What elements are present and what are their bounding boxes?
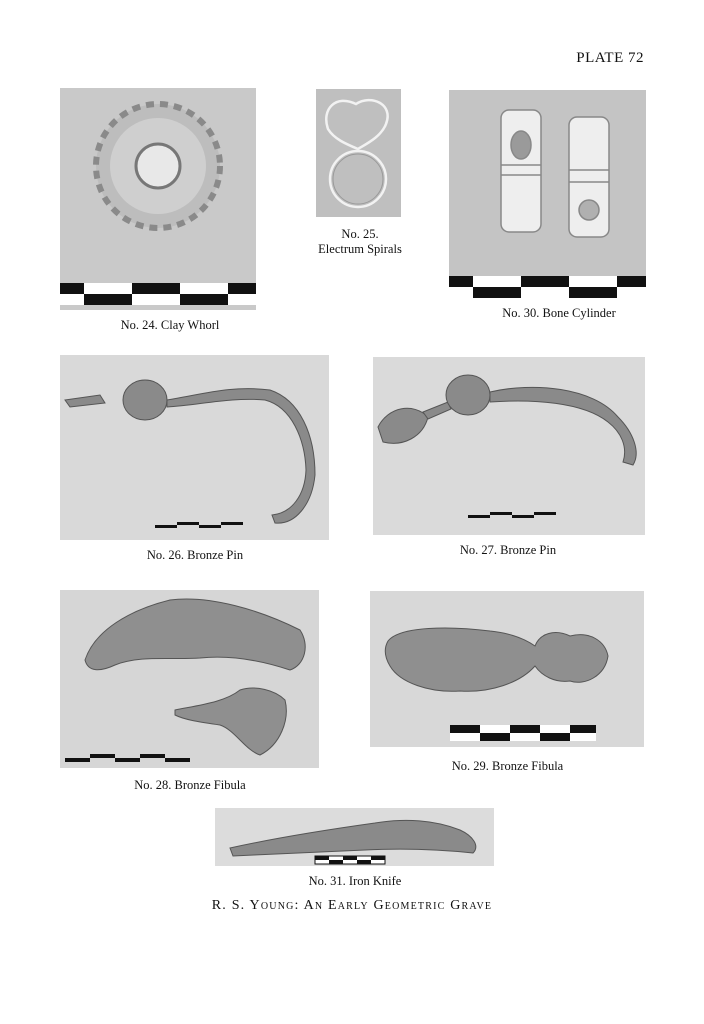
photo-iron-knife (215, 808, 494, 866)
caption-bronze-fibula-29: No. 29. Bronze Fibula (451, 759, 564, 773)
caption-bronze-pin-27: No. 27. Bronze Pin (459, 543, 557, 557)
scale-bar (60, 283, 256, 305)
scale-bar (315, 856, 385, 864)
bone-cylinders (501, 110, 609, 237)
photo-bronze-pin-26 (60, 355, 329, 540)
scale-bar (449, 276, 646, 298)
caption-bone-cylinder: No. 30. Bone Cylinder (502, 306, 616, 320)
scale-bar (155, 522, 243, 528)
caption-electrum-name: Electrum Spirals (318, 242, 402, 256)
iron-knife (230, 820, 476, 856)
bronze-pin (378, 375, 636, 465)
caption-bronze-fibula-28: No. 28. Bronze Fibula (134, 778, 246, 792)
photo-clay-whorl (60, 88, 256, 310)
photo-electrum-spirals (316, 89, 401, 217)
fibula-object (385, 628, 608, 691)
scale-bar (468, 512, 556, 518)
scale-bar (450, 725, 596, 741)
photo-bronze-fibula-28 (60, 590, 319, 768)
photo-bronze-fibula-29 (370, 591, 644, 747)
caption-clay-whorl: No. 24. Clay Whorl (120, 318, 220, 332)
caption-iron-knife: No. 31. Iron Knife (308, 874, 402, 888)
plate-number: PLATE 72 (576, 50, 644, 66)
caption-electrum-number: No. 25. (341, 227, 379, 241)
photo-bone-cylinder (449, 90, 646, 298)
fibula-fragments (85, 599, 305, 755)
photo-bronze-pin-27 (373, 357, 645, 535)
spiral-rings (326, 100, 387, 207)
bronze-pin (65, 380, 315, 523)
footer-title: R. S. Young: An Early Geometric Grave (211, 898, 493, 913)
clay-whorl-object (96, 104, 220, 228)
caption-bronze-pin-26: No. 26. Bronze Pin (146, 548, 244, 562)
scale-bar (65, 754, 190, 762)
